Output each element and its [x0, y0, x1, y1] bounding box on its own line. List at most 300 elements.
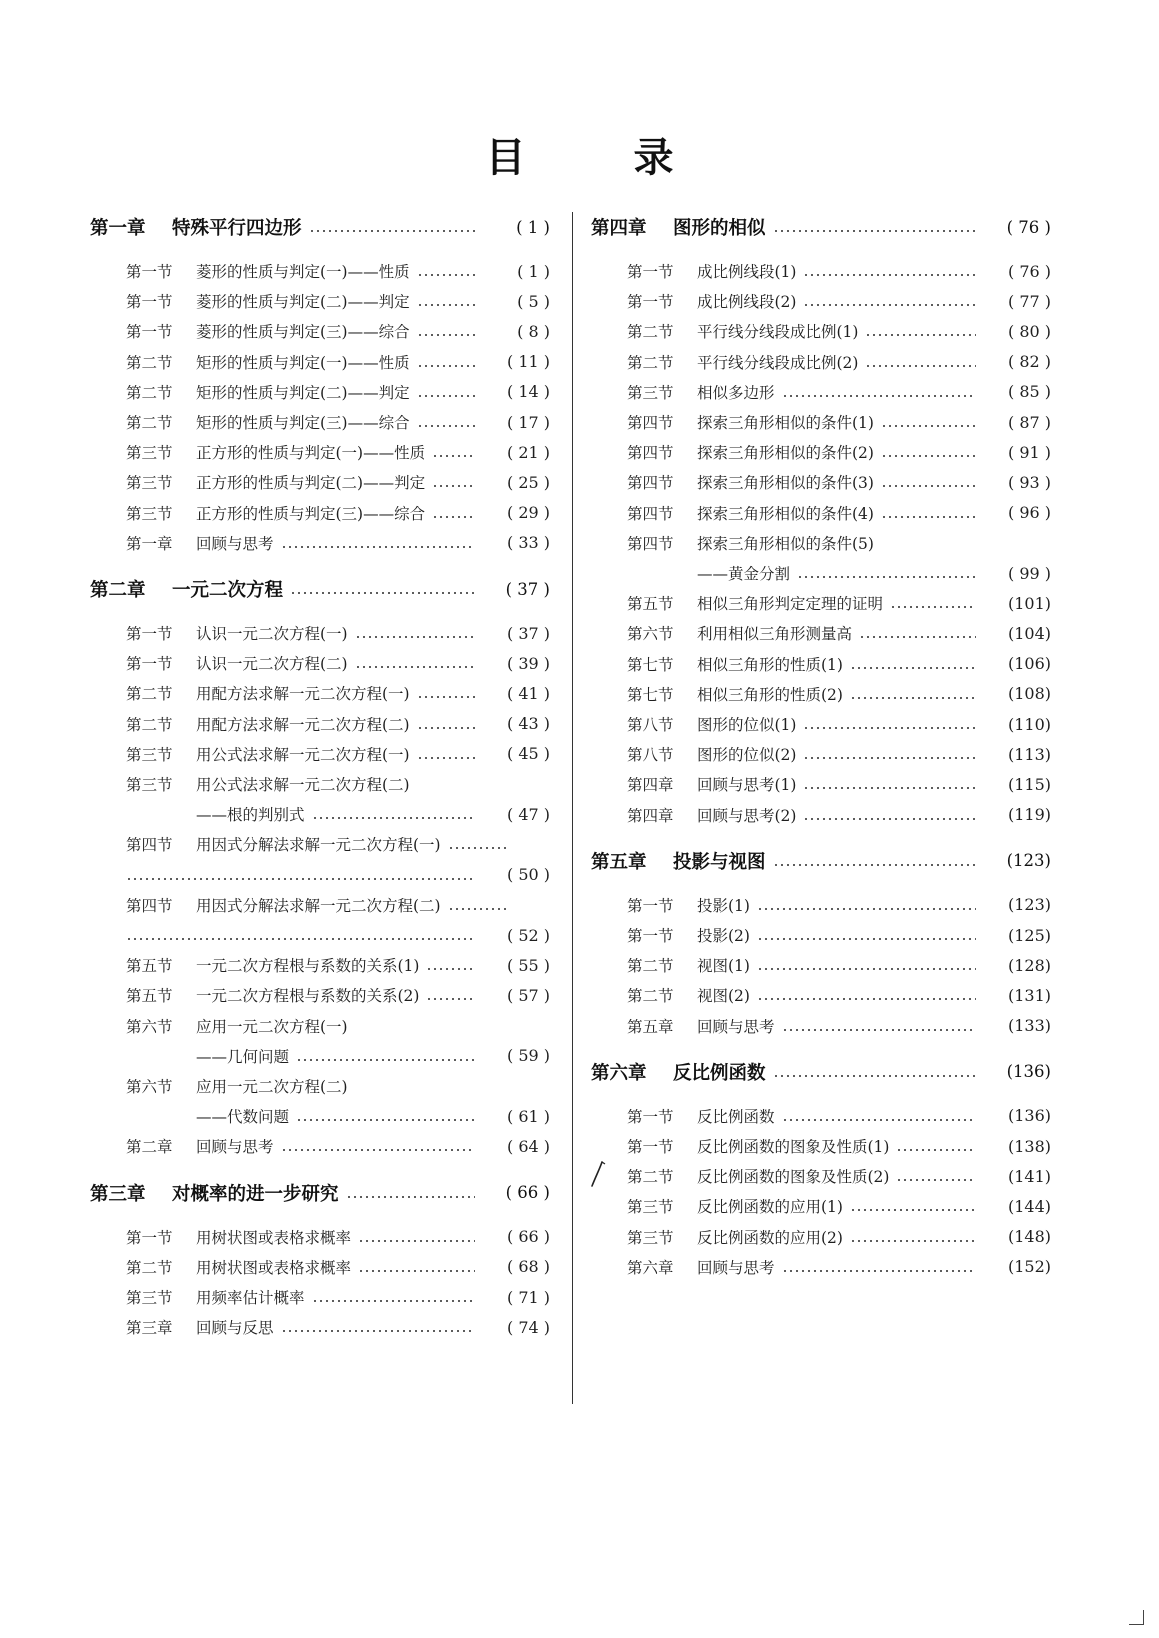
dot-leader	[312, 1300, 475, 1302]
section-label: 第一节	[627, 1107, 674, 1126]
dot-leader	[309, 230, 475, 232]
section-label: 第一节	[627, 1138, 674, 1156]
section-title: 利用相似三角形测量高	[697, 625, 853, 644]
section-title: 探索三角形相似的条件(1)	[697, 414, 874, 432]
dot-leader	[881, 516, 976, 518]
dot-leader	[850, 667, 976, 669]
section-title: 反比例函数的应用(1)	[697, 1198, 843, 1217]
toc-entry[interactable]	[591, 709, 1051, 739]
toc-entry[interactable]	[591, 800, 1051, 830]
chapter-label: 第一章	[90, 218, 146, 239]
page-number: ( 37 )	[506, 623, 550, 643]
section-label: 第四节	[126, 896, 173, 915]
toc-entry[interactable]	[90, 1041, 550, 1071]
toc-entry[interactable]	[591, 407, 1051, 437]
dot-leader	[865, 365, 976, 367]
toc-entry[interactable]	[90, 860, 550, 890]
section-label: 第一节	[126, 323, 173, 342]
page-number: (141)	[1007, 1166, 1051, 1186]
section-title: 相似三角形判定定理的证明	[697, 595, 884, 614]
toc-entry[interactable]	[591, 649, 1051, 679]
page-number: ( 17 )	[506, 412, 550, 432]
toc-entry[interactable]	[591, 1011, 1051, 1041]
section-title: 反比例函数的图象及性质(1)	[697, 1138, 890, 1156]
toc-entry[interactable]	[591, 1252, 1051, 1282]
dot-leader	[417, 757, 475, 759]
page-number: (110)	[1007, 714, 1051, 734]
dot-leader	[757, 968, 976, 970]
section-label: 第六节	[126, 1078, 173, 1096]
page-number: (148)	[1007, 1227, 1051, 1247]
dot-leader	[426, 968, 475, 970]
dot-leader	[896, 1179, 976, 1181]
section-label: 第一章	[126, 534, 173, 553]
section-label: 第一节	[126, 655, 173, 674]
toc-entry[interactable]	[591, 769, 1051, 799]
toc-entry[interactable]	[90, 1222, 550, 1252]
dot-leader	[757, 938, 976, 940]
section-label: 第一节	[126, 1228, 173, 1247]
toc-entry[interactable]	[90, 648, 550, 678]
toc-chapter[interactable]	[591, 846, 1051, 876]
toc-entry[interactable]	[591, 437, 1051, 467]
page-number: ( 14 )	[506, 382, 550, 402]
dot-leader	[281, 1149, 475, 1151]
toc-entry[interactable]	[591, 558, 1051, 588]
dot-leader	[803, 818, 976, 820]
section-title: 用树状图或表格求概率	[196, 1228, 352, 1247]
page-number: ( 68 )	[506, 1257, 550, 1277]
toc-entry[interactable]	[90, 618, 550, 648]
page-number: ( 37 )	[505, 579, 550, 599]
section-label: 第五节	[126, 987, 173, 1006]
section-label: 第六章	[627, 1258, 674, 1277]
toc-chapter[interactable]	[591, 1057, 1051, 1087]
dot-leader	[417, 274, 475, 276]
toc-entry[interactable]	[591, 679, 1051, 709]
section-label: 第四节	[627, 504, 674, 523]
toc-entry[interactable]	[90, 286, 550, 316]
page-number: ( 41 )	[506, 683, 550, 703]
toc-entry[interactable]	[90, 769, 550, 799]
toc-entry[interactable]	[90, 256, 550, 286]
toc-entry[interactable]	[591, 980, 1051, 1010]
toc-entry[interactable]	[90, 799, 550, 829]
dot-leader	[803, 787, 976, 789]
section-title: 矩形的性质与判定(一)——性质	[196, 353, 410, 372]
section-title: 用公式法求解一元二次方程(一)	[196, 745, 410, 764]
section-title: 平行线分线段成比例(2)	[697, 353, 859, 372]
page-number: (125)	[1007, 925, 1051, 945]
dot-leader	[358, 1240, 475, 1242]
dot-leader	[773, 230, 976, 232]
dot-leader	[281, 546, 475, 548]
dot-leader	[355, 666, 475, 668]
toc-entry[interactable]	[90, 1131, 550, 1161]
section-title: 一元二次方程根与系数的关系(2)	[196, 987, 420, 1006]
page-number: ( 1 )	[517, 261, 550, 281]
section-label: 第三节	[126, 504, 173, 523]
section-label: 第四章	[627, 806, 674, 825]
dot-leader	[432, 516, 475, 518]
dot-leader	[417, 727, 475, 729]
section-label: 第二节	[126, 1258, 173, 1277]
dot-leader	[773, 864, 976, 866]
section-subtitle: ——根的判别式	[196, 806, 305, 825]
section-title: 菱形的性质与判定(一)——性质	[196, 263, 410, 281]
toc-entry[interactable]	[90, 829, 550, 859]
page-number: (123)	[1006, 851, 1051, 871]
section-label: 第二节	[126, 715, 173, 734]
page-number: ( 57 )	[506, 985, 550, 1005]
section-title: 正方形的性质与判定(二)——判定	[196, 474, 426, 493]
toc-entry[interactable]	[90, 498, 550, 528]
section-label: 第二节	[627, 957, 674, 976]
page-number: ( 39 )	[506, 653, 550, 673]
page-number: (104)	[1007, 623, 1051, 643]
pen-mark	[588, 1160, 610, 1188]
toc-entry[interactable]	[90, 678, 550, 708]
section-title: 用因式分解法求解一元二次方程(一)	[196, 836, 441, 855]
dot-leader	[448, 847, 508, 849]
page-number: ( 61 )	[506, 1106, 550, 1126]
page-title-char-2: 录	[633, 135, 674, 181]
section-title: 应用一元二次方程(一)	[196, 1017, 348, 1036]
section-label: 第二节	[627, 323, 674, 342]
dot-leader	[417, 425, 475, 427]
chapter-label: 第三章	[90, 1183, 146, 1205]
toc-entry[interactable]	[90, 950, 550, 980]
section-title: 用树状图或表格求概率	[196, 1258, 352, 1277]
section-title: 相似多边形	[697, 383, 775, 402]
toc-entry[interactable]	[591, 1222, 1051, 1252]
chapter-title: 特殊平行四边形	[172, 218, 302, 239]
section-title: 反比例函数的图象及性质(2)	[697, 1168, 890, 1187]
toc-entry[interactable]	[591, 1131, 1051, 1161]
section-title: 应用一元二次方程(二)	[196, 1078, 348, 1096]
toc-entry[interactable]	[90, 316, 550, 346]
section-label: 第七节	[627, 685, 674, 704]
toc-entry[interactable]	[591, 347, 1051, 377]
section-title: 矩形的性质与判定(二)——判定	[196, 383, 410, 402]
toc-entry[interactable]	[591, 528, 1051, 558]
section-title: 回顾与反思	[196, 1319, 274, 1338]
dot-leader	[865, 334, 976, 336]
toc-entry[interactable]	[90, 347, 550, 377]
section-title: 用配方法求解一元二次方程(二)	[196, 715, 410, 734]
dot-leader	[126, 938, 475, 940]
dot-leader	[782, 1119, 976, 1121]
section-label: 第六节	[627, 625, 674, 644]
chapter-title: 反比例函数	[673, 1062, 766, 1084]
toc-chapter[interactable]	[90, 1178, 550, 1208]
section-label: 第一节	[126, 293, 173, 312]
page-number: ( 77 )	[1007, 291, 1051, 311]
toc-entry[interactable]	[591, 890, 1051, 920]
column-divider	[572, 212, 573, 1404]
toc-entry[interactable]	[90, 980, 550, 1010]
toc-entry[interactable]	[90, 739, 550, 769]
section-title: 图形的位似(2)	[697, 746, 797, 765]
page-number: (119)	[1007, 805, 1051, 825]
dot-leader	[803, 304, 976, 306]
section-title: 回顾与思考	[196, 534, 274, 553]
dot-leader	[757, 998, 976, 1000]
page-number: (128)	[1007, 955, 1051, 975]
section-label: 第三节	[627, 1198, 674, 1217]
section-label: 第一节	[627, 927, 674, 945]
dot-leader	[757, 908, 976, 910]
section-label: 第三章	[126, 1319, 173, 1338]
section-label: 第一节	[126, 263, 173, 281]
toc-entry[interactable]	[90, 1011, 550, 1041]
dot-leader	[850, 1240, 976, 1242]
section-title: 投影(2)	[697, 927, 750, 945]
section-title: 成比例线段(1)	[697, 263, 797, 281]
page-number: (152)	[1007, 1257, 1051, 1277]
dot-leader	[312, 817, 475, 819]
dot-leader	[881, 455, 976, 457]
section-label: 第四节	[126, 836, 173, 855]
section-title: 菱形的性质与判定(三)——综合	[196, 323, 410, 342]
section-title: 回顾与思考	[697, 1017, 775, 1036]
toc-entry[interactable]	[90, 437, 550, 467]
dot-leader	[859, 636, 976, 638]
toc-entry[interactable]	[90, 1252, 550, 1282]
toc-entry[interactable]	[90, 1101, 550, 1131]
section-label: 第三节	[126, 444, 173, 463]
section-title: 视图(1)	[697, 957, 750, 976]
page-number: (136)	[1007, 1106, 1051, 1126]
page-number: (115)	[1007, 774, 1051, 794]
section-title: 视图(2)	[697, 987, 750, 1006]
section-label: 第一节	[627, 263, 674, 281]
section-label: 第三节	[126, 474, 173, 493]
page-number: ( 76 )	[1006, 217, 1051, 237]
dot-leader	[126, 878, 475, 880]
section-label: 第三节	[627, 383, 674, 402]
section-label: 第二节	[126, 383, 173, 402]
dot-leader	[797, 576, 976, 578]
page-number: ( 59 )	[506, 1046, 550, 1066]
page-number: ( 8 )	[517, 321, 550, 341]
section-title: 平行线分线段成比例(1)	[697, 323, 859, 342]
toc-entry[interactable]	[591, 1191, 1051, 1221]
dot-leader	[417, 395, 475, 397]
toc-entry[interactable]	[90, 890, 550, 920]
page-number: (123)	[1007, 895, 1051, 915]
section-title: 相似三角形的性质(1)	[697, 655, 843, 674]
toc-entry[interactable]	[90, 528, 550, 558]
page-number: ( 11 )	[506, 352, 550, 372]
section-title: 回顾与思考	[196, 1138, 274, 1157]
section-label: 第五节	[126, 957, 173, 976]
section-title: 正方形的性质与判定(一)——性质	[196, 444, 426, 463]
page-number: ( 52 )	[506, 925, 550, 945]
page-title	[0, 128, 1159, 188]
toc-entry[interactable]	[591, 498, 1051, 528]
page-number: ( 43 )	[506, 714, 550, 734]
toc-entry[interactable]	[591, 467, 1051, 497]
section-title: 回顾与思考(2)	[697, 806, 797, 825]
section-title: 探索三角形相似的条件(2)	[697, 444, 874, 463]
page-number: (131)	[1007, 985, 1051, 1005]
page-number: ( 29 )	[506, 503, 550, 523]
dot-leader	[432, 455, 475, 457]
page-number: (106)	[1007, 654, 1051, 674]
page-number: (136)	[1006, 1062, 1051, 1082]
page-title-char-1: 目	[485, 135, 526, 181]
toc-chapter[interactable]	[90, 212, 550, 242]
toc-entry[interactable]	[591, 588, 1051, 618]
section-title: 用公式法求解一元二次方程(二)	[196, 776, 410, 794]
dot-leader	[803, 274, 976, 276]
section-label: 第三节	[126, 776, 173, 794]
dot-leader	[432, 485, 475, 487]
dot-leader	[346, 1196, 475, 1198]
section-title: 用配方法求解一元二次方程(一)	[196, 685, 410, 704]
section-label: 第二节	[627, 1168, 674, 1187]
dot-leader	[803, 727, 976, 729]
section-label: 第二节	[126, 685, 173, 704]
section-label: 第一节	[627, 896, 674, 915]
section-title: 回顾与思考	[697, 1258, 775, 1277]
page-number: (108)	[1007, 684, 1051, 704]
section-title: 认识一元二次方程(一)	[196, 625, 348, 643]
toc-entry[interactable]	[591, 739, 1051, 769]
chapter-title: 投影与视图	[673, 851, 766, 873]
section-label: 第六节	[126, 1017, 173, 1036]
section-title: 成比例线段(2)	[697, 293, 797, 312]
page-number: ( 76 )	[1007, 261, 1051, 281]
page-number: ( 99 )	[1007, 563, 1051, 583]
dot-leader	[417, 365, 475, 367]
chapter-title: 图形的相似	[673, 218, 766, 239]
dot-leader	[358, 1270, 475, 1272]
toc-entry[interactable]	[591, 256, 1051, 286]
dot-leader	[850, 697, 976, 699]
page-number: ( 21 )	[506, 442, 550, 462]
dot-leader	[290, 592, 475, 594]
dot-leader	[417, 304, 475, 306]
section-label: 第四节	[627, 474, 674, 493]
toc-entry[interactable]	[90, 1312, 550, 1342]
dot-leader	[803, 757, 976, 759]
toc-entry[interactable]	[90, 920, 550, 950]
toc-entry[interactable]	[90, 709, 550, 739]
chapter-title: 一元二次方程	[172, 580, 284, 601]
page-number: ( 55 )	[506, 955, 550, 975]
toc-entry[interactable]	[591, 1161, 1051, 1191]
section-title: 探索三角形相似的条件(4)	[697, 504, 874, 523]
section-label: 第七节	[627, 655, 674, 674]
page-number: ( 66 )	[506, 1227, 550, 1247]
toc-entry[interactable]	[90, 467, 550, 497]
dot-leader	[896, 1149, 976, 1151]
toc-entry[interactable]	[90, 407, 550, 437]
dot-leader	[773, 1075, 976, 1077]
dot-leader	[448, 908, 508, 910]
page-number: ( 82 )	[1007, 352, 1051, 372]
chapter-title: 对概率的进一步研究	[172, 1183, 339, 1205]
toc-chapter[interactable]	[90, 574, 550, 604]
section-label: 第八节	[627, 716, 674, 734]
page-number: ( 64 )	[506, 1136, 550, 1156]
toc-entry[interactable]	[591, 286, 1051, 316]
dot-leader	[281, 1330, 475, 1332]
dot-leader	[850, 1209, 976, 1211]
page-number: ( 71 )	[506, 1287, 550, 1307]
page-number: ( 74 )	[506, 1317, 550, 1337]
page-number: ( 87 )	[1007, 412, 1051, 432]
toc-entry[interactable]	[591, 316, 1051, 346]
page-number: ( 1 )	[516, 217, 550, 237]
section-label: 第二节	[126, 414, 173, 432]
dot-leader	[417, 334, 475, 336]
section-title: 回顾与思考(1)	[697, 776, 797, 795]
toc-chapter[interactable]	[591, 212, 1051, 242]
toc-entry[interactable]	[591, 377, 1051, 407]
dot-leader	[782, 1270, 976, 1272]
toc-entry[interactable]	[90, 1282, 550, 1312]
page-number: ( 47 )	[506, 804, 550, 824]
section-title: 探索三角形相似的条件(5)	[697, 534, 874, 553]
page-number: (113)	[1007, 744, 1051, 764]
section-label: 第五节	[627, 595, 674, 614]
page-number: ( 25 )	[506, 472, 550, 492]
section-title: 矩形的性质与判定(三)——综合	[196, 414, 410, 432]
toc-entry[interactable]	[591, 618, 1051, 648]
page-number: ( 80 )	[1007, 321, 1051, 341]
section-title: 用频率估计概率	[196, 1289, 305, 1307]
section-label: 第二章	[126, 1138, 173, 1157]
section-subtitle: ——几何问题	[196, 1047, 290, 1066]
section-label: 第二节	[627, 987, 674, 1006]
section-label: 第二节	[126, 353, 173, 372]
page-number: ( 93 )	[1007, 472, 1051, 492]
section-label: 第五章	[627, 1017, 674, 1036]
toc-entry[interactable]	[90, 1071, 550, 1101]
page-number: (138)	[1007, 1136, 1051, 1156]
section-label: 第四节	[627, 534, 674, 553]
section-title: 图形的位似(1)	[697, 716, 797, 734]
section-title: 认识一元二次方程(二)	[196, 655, 348, 674]
toc-entry[interactable]	[591, 950, 1051, 980]
page-number: ( 5 )	[517, 291, 550, 311]
section-title: 用因式分解法求解一元二次方程(二)	[196, 896, 441, 915]
dot-leader	[296, 1059, 475, 1061]
section-title: 投影(1)	[697, 896, 750, 915]
section-title: 相似三角形的性质(2)	[697, 685, 843, 704]
dot-leader	[782, 1029, 976, 1031]
section-subtitle: ——代数问题	[196, 1108, 290, 1127]
dot-leader	[881, 425, 976, 427]
page-number: ( 85 )	[1007, 382, 1051, 402]
section-label: 第一节	[126, 625, 173, 643]
dot-leader	[417, 696, 475, 698]
section-label: 第四章	[627, 776, 674, 795]
chapter-label: 第四章	[591, 218, 647, 239]
toc-entry[interactable]	[591, 1101, 1051, 1131]
page-number: ( 50 )	[506, 865, 550, 885]
section-label: 第二节	[627, 353, 674, 372]
section-label: 第一节	[627, 293, 674, 312]
dot-leader	[426, 998, 475, 1000]
toc-entry[interactable]	[90, 377, 550, 407]
section-title: 正方形的性质与判定(三)——综合	[196, 504, 426, 523]
dot-leader	[296, 1119, 475, 1121]
toc-entry[interactable]	[591, 920, 1051, 950]
